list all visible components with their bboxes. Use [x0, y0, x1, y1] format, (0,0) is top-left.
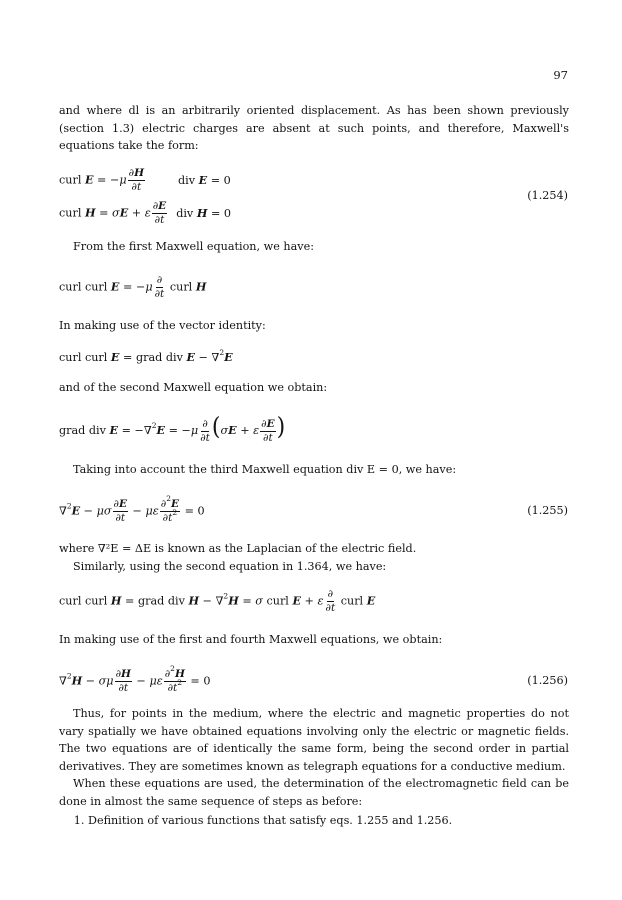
paragraph-third-maxwell: [59, 461, 569, 479]
third-maxwell-text: Taking into account the third Maxwell equation div E = 0, we have:: [73, 463, 457, 476]
equation-number-1-254: (1.254): [527, 189, 568, 202]
intro-text: and where dl is an arbitrarily oriented displacement. As has been shown previously (section 1.3) electric charges are absent at such points, and therefore, Maxwell's equations take the form:: [59, 104, 569, 153]
first-maxwell-text: From the first Maxwell equation, we have:: [73, 240, 314, 253]
equation-curl-curl-h: curl curl H = grad div H − ∇$^2$H = σ curl E + ε $\frac{\partial}{\partial t}$ curl E: [59, 587, 376, 614]
list-item: 1. Definition of various functions that satisfy eqs. 1.255 and 1.256.: [88, 812, 569, 830]
page-number: 97: [553, 68, 568, 82]
fourth-maxwell-text: In making use of the first and fourth Maxwell equations, we obtain:: [59, 633, 443, 646]
thus-text: Thus, for points in the medium, where the electric and magnetic properties do not vary spatially we have obtained equations involving only the electric or magnetic fields. The two equations are of identically the same form, being the second order in partial derivatives. They are sometimes known as telegraph equations for a conductive medium.: [59, 707, 569, 773]
second-maxwell-text: and of the second Maxwell equation we obtain:: [59, 381, 328, 394]
equation-curl-curl-e: curl curl E = −μ $\frac{\partial}{\partial t}$ curl H: [59, 273, 207, 300]
equation-number-1-255: (1.255): [527, 504, 568, 517]
equation-grad-div: grad div E = −∇$^2$E = −μ $\frac{\partial}{\partial t}$ (σE + ε $\frac{\partial E}{\partial t}$ ): [59, 413, 286, 444]
equation-telegraph-h: ∇$^2$H − σμ $\frac{\partial H}{\partial t}$ − με $\frac{\partial^2H}{\partial t^2}$ = 0: [59, 663, 211, 694]
paragraph-fourth-maxwell: [59, 631, 569, 649]
equation-number-1-256: (1.256): [527, 674, 568, 687]
paragraph-first-maxwell: [59, 238, 569, 256]
equation-curl-h: curl H = σE + ε $\frac{\partial E}{\partial t}$ div H = 0: [59, 199, 231, 226]
equation-telegraph-e: ∇$^2$E − μσ $\frac{\partial E}{\partial t}$ − με $\frac{\partial^2E}{\partial t^2}$ = 0: [59, 493, 205, 524]
when-text: When these equations are used, the determination of the electromagnetic field can be done in almost the same sequence of steps as before:: [59, 777, 569, 808]
paragraph-laplacian: [59, 540, 569, 575]
laplacian-text: where ∇²E = ΔE is known as the Laplacian of the electric field.: [59, 542, 417, 555]
paragraph-second-maxwell: [59, 379, 569, 397]
similarly-text: Similarly, using the second equation in 1.364, we have:: [73, 559, 387, 573]
intro-paragraph: [59, 102, 569, 155]
equation-vector-identity: curl curl E = grad div E − ∇$^2$E: [59, 348, 233, 364]
steps-list: [72, 812, 569, 830]
vector-identity-text: In making use of the vector identity:: [59, 319, 266, 332]
equation-curl-e: curl E = −μ $\frac{\partial H}{\partial t}$ div E = 0: [59, 166, 231, 193]
paragraph-vector-identity: [59, 317, 569, 335]
paragraph-conclusion: [59, 705, 569, 811]
